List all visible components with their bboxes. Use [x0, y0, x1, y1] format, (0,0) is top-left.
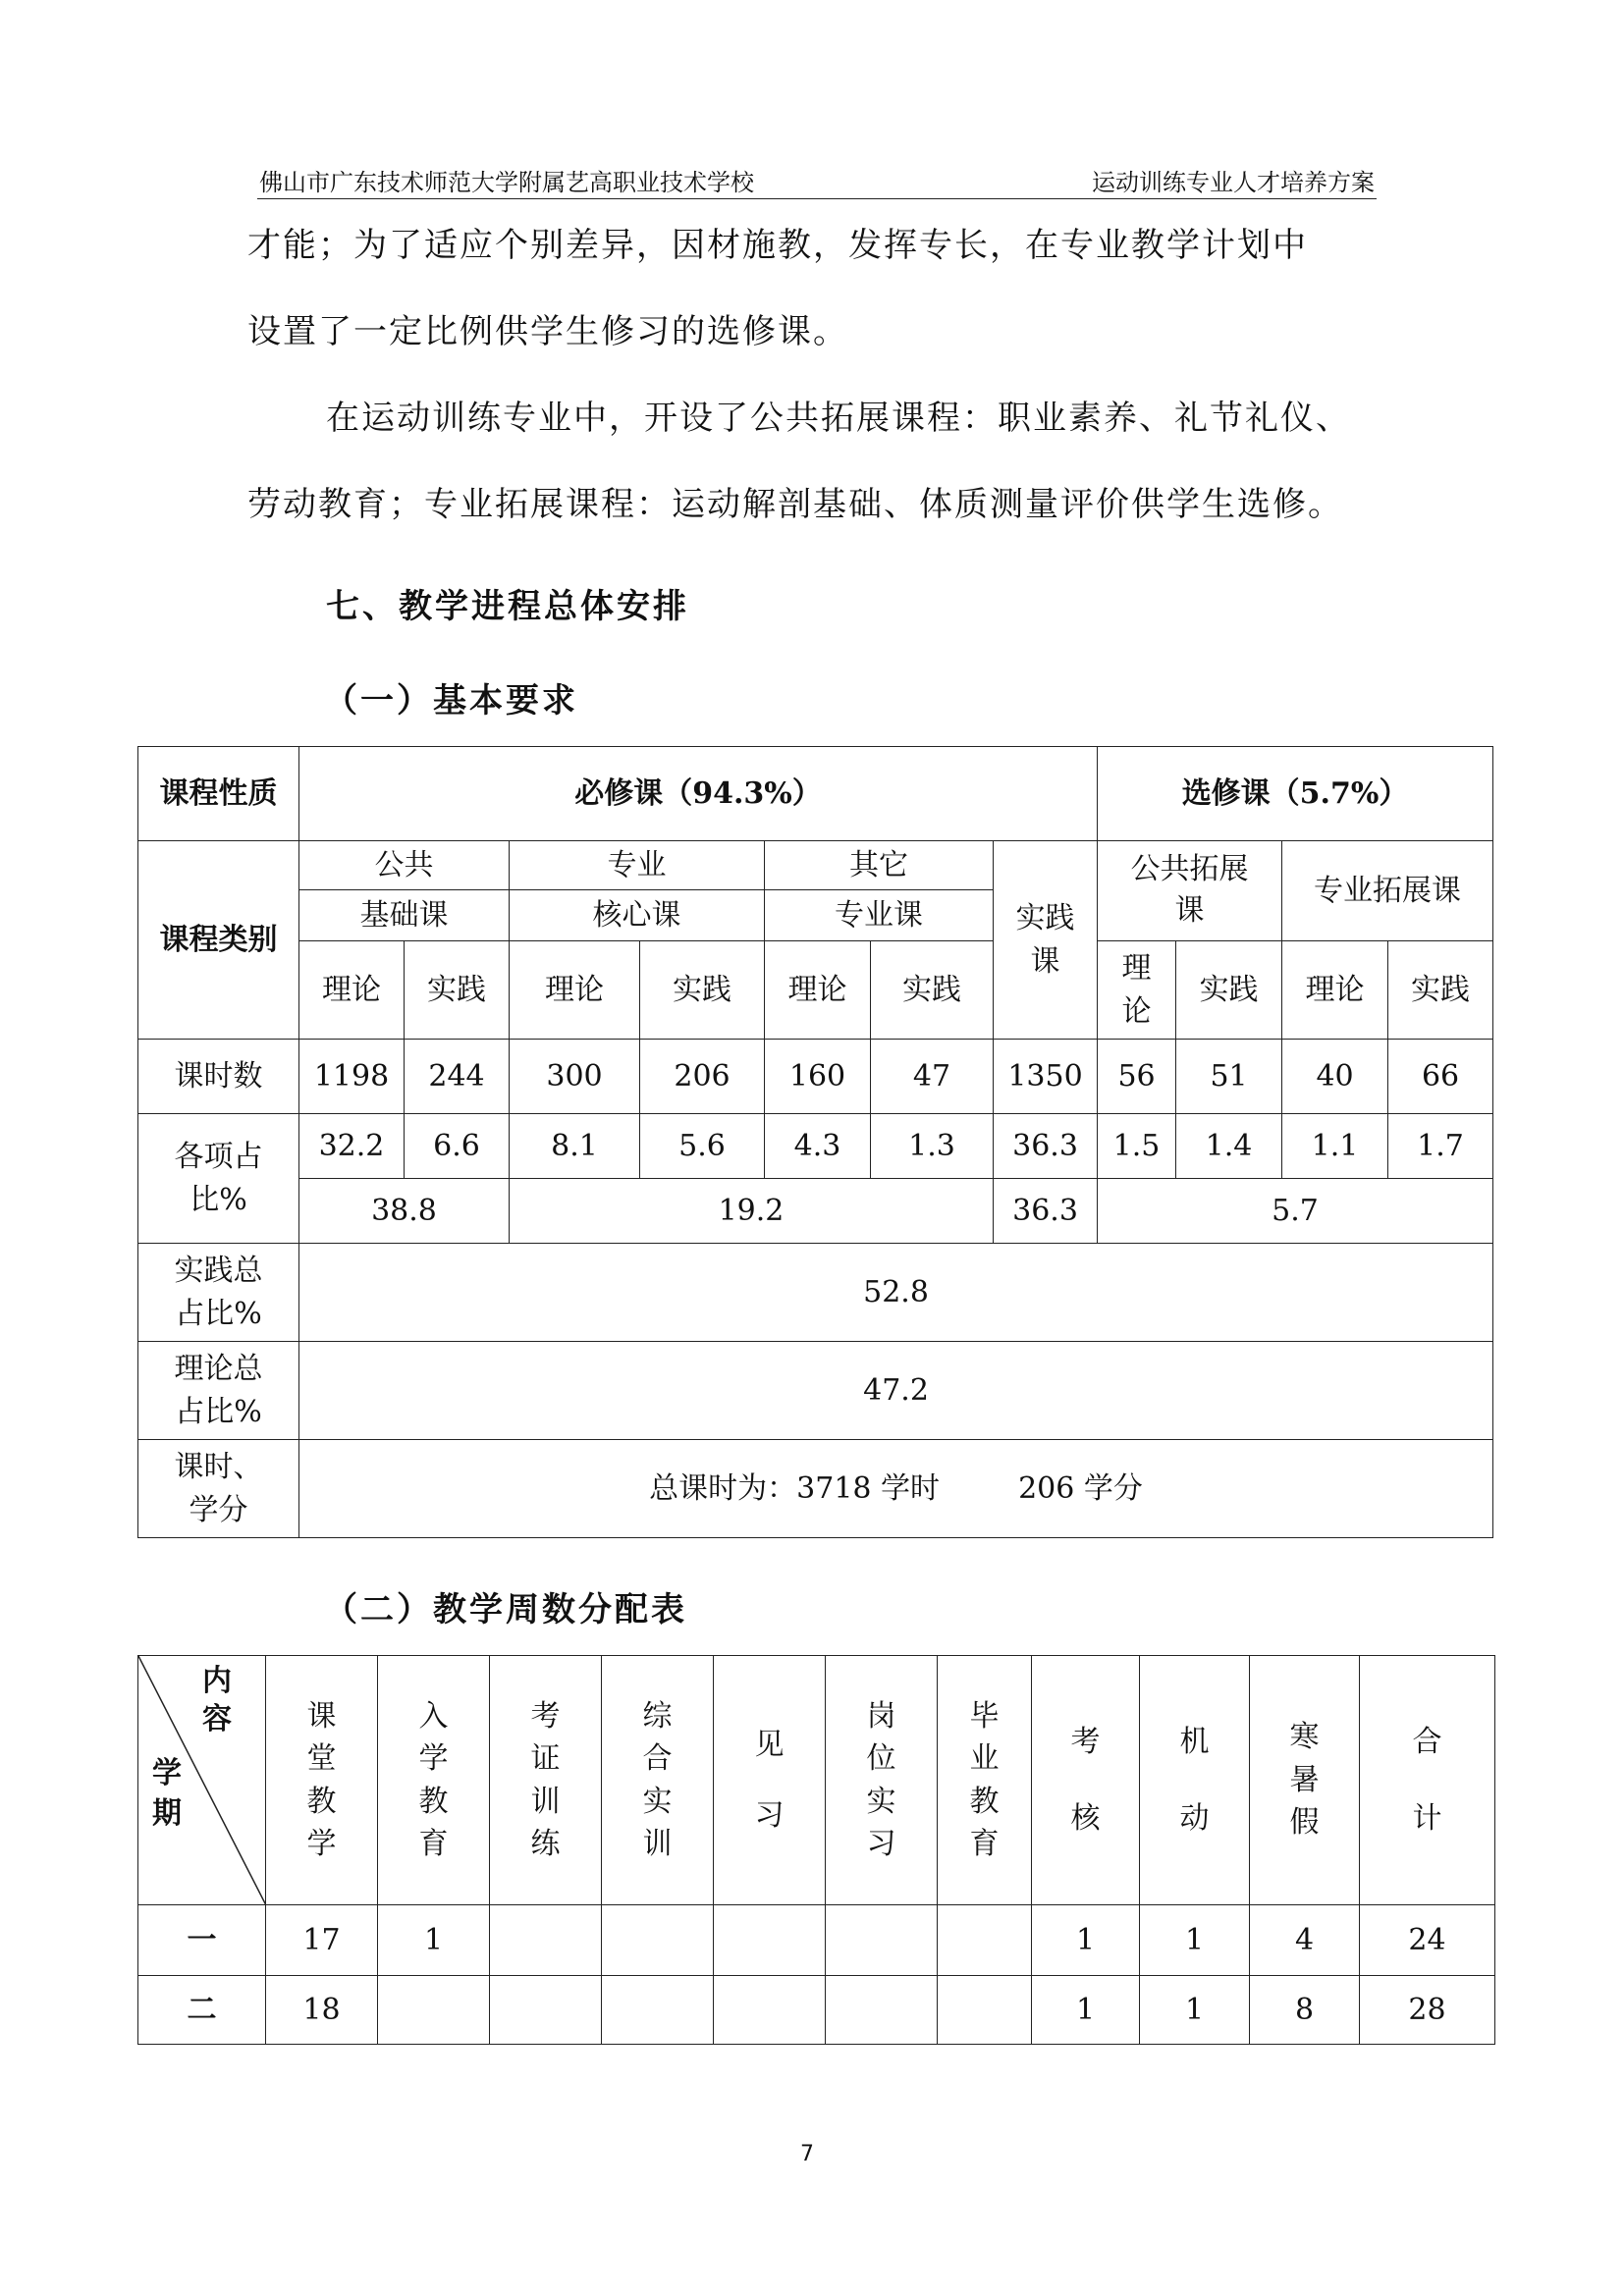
subsection-title-week-allocation: （二）教学周数分配表: [324, 1590, 687, 1629]
week-cell: 28: [1360, 1976, 1495, 2045]
page-number: 7: [800, 2142, 814, 2166]
table-row: [138, 1244, 1493, 1342]
hours-cell: 66: [1388, 1040, 1493, 1114]
credits-value: [299, 1440, 1493, 1538]
table-row: [138, 1040, 1493, 1114]
public-basic-line2: 基础课: [299, 890, 510, 941]
course-nature-label: 课程性质: [138, 747, 299, 841]
hours-cell: 1198: [299, 1040, 405, 1114]
week-cell: [826, 1976, 938, 2045]
subsection-title-basic-requirements: （一）基本要求: [324, 681, 578, 721]
week-cell: [490, 1905, 602, 1976]
column-header: 合计: [1360, 1656, 1495, 1905]
week-cell: 1: [1032, 1976, 1140, 2045]
table-row: [138, 1656, 1495, 1905]
major-extension-header: 专业拓展课: [1282, 841, 1493, 941]
column-header: 见习: [714, 1656, 826, 1905]
table-row: [138, 1440, 1493, 1538]
practice-header: 实践: [1176, 941, 1282, 1040]
week-cell: 1: [378, 1905, 490, 1976]
practice-header: 实践: [871, 941, 994, 1040]
term-cell: 二: [138, 1976, 266, 2045]
ratio-cell: 32.2: [299, 1114, 405, 1179]
hours-cell: 300: [510, 1040, 640, 1114]
table-row: [138, 1905, 1495, 1976]
hours-cell: 244: [405, 1040, 510, 1114]
diagonal-header-cell: [138, 1656, 266, 1905]
paragraph-line-4: 劳动教育；专业拓展课程：运动解剖基础、体质测量评价供学生选修。: [247, 485, 1343, 524]
practice-total-value: 52.8: [299, 1244, 1493, 1342]
ratio-cell: 1.3: [871, 1114, 994, 1179]
elective-course-header: 选修课（5.7%）: [1098, 747, 1493, 841]
table-row: [138, 747, 1493, 841]
theory-header: 理论: [765, 941, 871, 1040]
table-row: [138, 1976, 1495, 2045]
theory-header: 理论: [510, 941, 640, 1040]
hours-cell: 160: [765, 1040, 871, 1114]
theory-header: 理论: [1282, 941, 1388, 1040]
practice-course-header: 实践课: [994, 841, 1098, 1040]
week-cell: 1: [1140, 1976, 1250, 2045]
ratio-cell: 8.1: [510, 1114, 640, 1179]
major-core-line2: 核心课: [510, 890, 765, 941]
week-cell: [714, 1976, 826, 2045]
week-cell: [490, 1976, 602, 2045]
ratio-cell: 1.4: [1176, 1114, 1282, 1179]
ratio-cell: 6.6: [405, 1114, 510, 1179]
basic-requirements-table: [137, 746, 1493, 1538]
ratio-cell: 1.1: [1282, 1114, 1388, 1179]
week-cell: 24: [1360, 1905, 1495, 1976]
term-cell: 一: [138, 1905, 266, 1976]
ratio-cell: 5.6: [640, 1114, 765, 1179]
week-cell: [938, 1905, 1032, 1976]
group-ratio-cell: 5.7: [1098, 1179, 1493, 1244]
table-row: [138, 1342, 1493, 1440]
column-header: 毕业教育: [938, 1656, 1032, 1905]
credits-label: 课时、学分: [138, 1440, 299, 1538]
theory-total-label: 理论总占比%: [138, 1342, 299, 1440]
hours-cell: 206: [640, 1040, 765, 1114]
ratio-cell: 4.3: [765, 1114, 871, 1179]
group-ratio-cell: 38.8: [299, 1179, 510, 1244]
ratio-cell: 36.3: [994, 1114, 1098, 1179]
week-cell: 8: [1250, 1976, 1360, 2045]
week-cell: [826, 1905, 938, 1976]
required-course-header: 必修课（94.3%）: [299, 747, 1098, 841]
week-cell: [378, 1976, 490, 2045]
practice-header: 实践: [640, 941, 765, 1040]
header-content-label: 内容: [202, 1664, 232, 1736]
paragraph-line-2: 设置了一定比例供学生修习的选修课。: [247, 312, 848, 351]
paragraph-line-3: 在运动训练专业中，开设了公共拓展课程：职业素养、礼节礼仪、: [326, 399, 1351, 438]
week-cell: [938, 1976, 1032, 2045]
column-header: 入学教育: [378, 1656, 490, 1905]
hours-label: 课时数: [138, 1040, 299, 1114]
other-major-line1: 其它: [765, 841, 994, 890]
public-basic-line1: 公共: [299, 841, 510, 890]
column-header: 考证训练: [490, 1656, 602, 1905]
week-cell: [602, 1976, 714, 2045]
week-cell: 4: [1250, 1905, 1360, 1976]
week-allocation-table: [137, 1655, 1495, 2045]
public-extension-header: 公共拓展课: [1098, 841, 1282, 941]
group-ratio-cell: 36.3: [994, 1179, 1098, 1244]
ratio-cell: 1.5: [1098, 1114, 1176, 1179]
column-header: 考核: [1032, 1656, 1140, 1905]
header-document-title: 运动训练专业人才培养方案: [1092, 169, 1375, 196]
week-cell: [714, 1905, 826, 1976]
ratio-cell: 1.7: [1388, 1114, 1493, 1179]
column-header: 岗位实习: [826, 1656, 938, 1905]
course-category-label: 课程类别: [138, 841, 299, 1040]
theory-total-value: 47.2: [299, 1342, 1493, 1440]
table-row: [138, 1114, 1493, 1179]
column-header: 寒暑假: [1250, 1656, 1360, 1905]
paragraph-line-1: 才能；为了适应个别差异，因材施教，发挥专长，在专业教学计划中: [247, 226, 1308, 265]
hours-cell: 56: [1098, 1040, 1176, 1114]
week-cell: 17: [266, 1905, 378, 1976]
column-header: 课堂教学: [266, 1656, 378, 1905]
header-term-label: 学期: [152, 1756, 182, 1831]
total-credits-text: 206 学分: [1018, 1470, 1143, 1506]
page-header: [257, 159, 1377, 199]
other-major-line2: 专业课: [765, 890, 994, 941]
hours-cell: 51: [1176, 1040, 1282, 1114]
hours-cell: 1350: [994, 1040, 1098, 1114]
table-row: [138, 841, 1493, 890]
ratio-label: 各项占比%: [138, 1114, 299, 1244]
header-school-name: 佛山市广东技术师范大学附属艺高职业技术学校: [259, 169, 754, 196]
week-cell: 1: [1032, 1905, 1140, 1976]
practice-header: 实践: [1388, 941, 1493, 1040]
practice-total-label: 实践总占比%: [138, 1244, 299, 1342]
theory-header: 理论: [299, 941, 405, 1040]
practice-header: 实践: [405, 941, 510, 1040]
major-core-line1: 专业: [510, 841, 765, 890]
week-cell: 1: [1140, 1905, 1250, 1976]
hours-cell: 47: [871, 1040, 994, 1114]
theory-header-vertical: 理论: [1098, 941, 1176, 1040]
column-header: 综合实训: [602, 1656, 714, 1905]
hours-cell: 40: [1282, 1040, 1388, 1114]
group-ratio-cell: 19.2: [510, 1179, 994, 1244]
table-row: [138, 941, 1493, 1040]
table-row: [138, 1179, 1493, 1244]
week-cell: 18: [266, 1976, 378, 2045]
column-header: 机动: [1140, 1656, 1250, 1905]
section-title: 七、教学进程总体安排: [326, 587, 689, 626]
week-cell: [602, 1905, 714, 1976]
total-hours-text: 总课时为：3718 学时: [649, 1470, 941, 1506]
